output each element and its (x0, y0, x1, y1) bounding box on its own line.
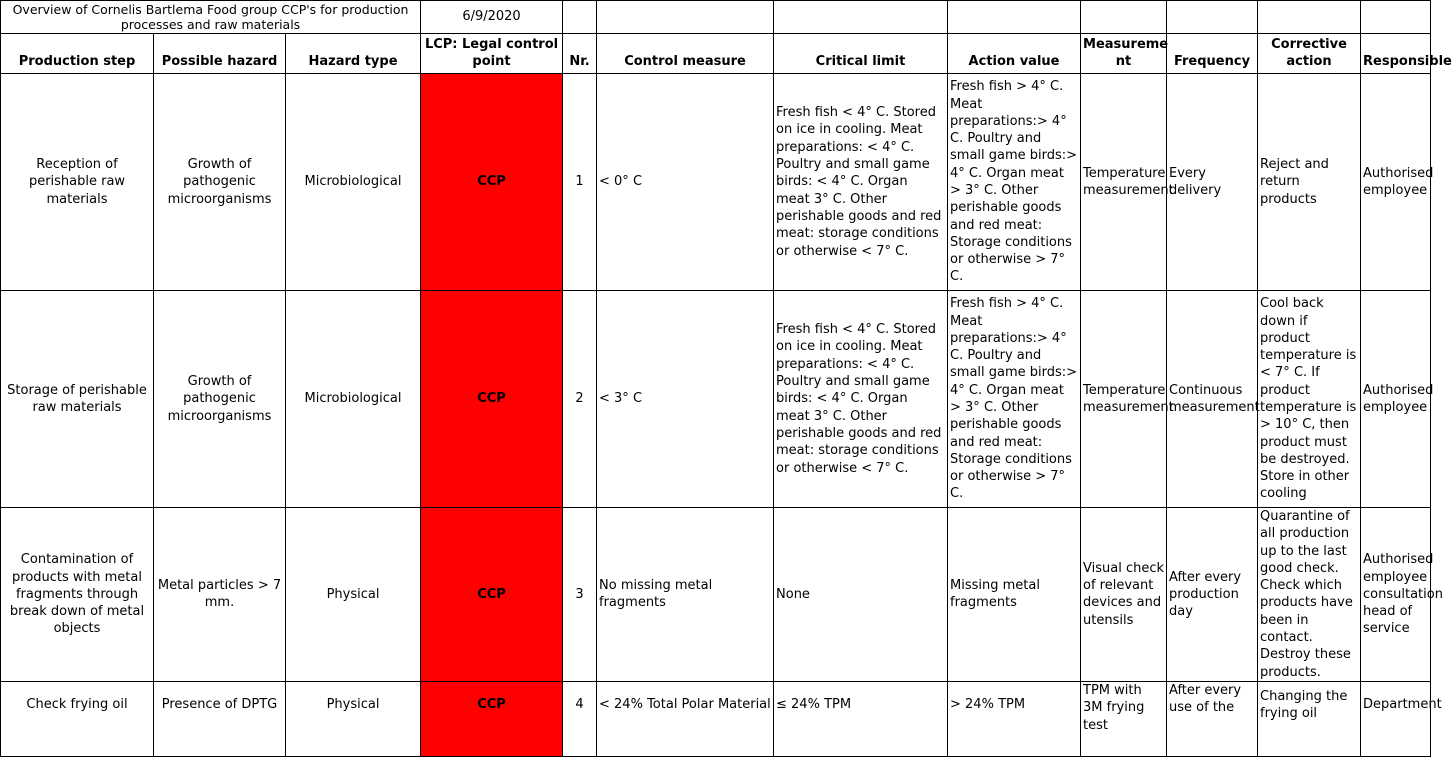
action-value-cell[interactable]: Fresh fish > 4° C. Meat preparations:> 4° C. Poultry and small game birds:> 4° C. Organ meat > 3° C. Other perishable goods and red meat: Storage conditions or otherwise > 7° C. (948, 74, 1081, 291)
header-hazard-type[interactable]: Hazard type (286, 34, 421, 74)
frequency-cell[interactable]: Continuous measurement (1167, 291, 1258, 508)
production-step-cell[interactable]: Contamination of products with metal fragments through break down of metal objects (1, 508, 154, 682)
lcp-cell[interactable]: CCP (421, 508, 563, 682)
sheet-date[interactable]: 6/9/2020 (421, 1, 563, 34)
possible-hazard-cell[interactable]: Metal particles > 7 mm. (154, 508, 286, 682)
frequency-cell[interactable]: After every use of the (1167, 681, 1258, 756)
table-row (1, 681, 1431, 756)
production-step-cell[interactable]: Reception of perishable raw materials (1, 74, 154, 291)
empty-cell[interactable] (1081, 1, 1167, 34)
control-measure-cell[interactable]: < 0° C (597, 74, 774, 291)
nr-cell[interactable]: 2 (563, 291, 597, 508)
corrective-action-cell[interactable]: Reject and return products (1258, 74, 1361, 291)
table-row (1, 291, 1431, 508)
hazard-type-cell[interactable]: Physical (286, 508, 421, 682)
measurement-cell[interactable]: TPM with 3M frying test (1081, 681, 1167, 756)
critical-limit-cell[interactable]: None (774, 508, 948, 682)
table-row (1, 74, 1431, 291)
possible-hazard-cell[interactable]: Presence of DPTG (154, 681, 286, 756)
corrective-action-cell[interactable]: Cool back down if product temperature is < 7° C. If product temperature is > 10° C, then product must be destroyed. Store in other cooling (1258, 291, 1361, 508)
critical-limit-cell[interactable]: ≤ 24% TPM (774, 681, 948, 756)
action-value-cell[interactable]: Missing metal fragments (948, 508, 1081, 682)
empty-cell[interactable] (563, 1, 597, 34)
sheet-title[interactable]: Overview of Cornelis Bartlema Food group CCP's for production processes and raw materials (1, 1, 421, 34)
header-nr[interactable]: Nr. (563, 34, 597, 74)
frequency-cell[interactable]: After every production day (1167, 508, 1258, 682)
action-value-cell[interactable]: Fresh fish > 4° C. Meat preparations:> 4° C. Poultry and small game birds:> 4° C. Organ meat > 3° C. Other perishable goods and red meat: Storage conditions or otherwise > 7° C. (948, 291, 1081, 508)
header-row (1, 34, 1431, 74)
corrective-action-cell[interactable]: Quarantine of all production up to the last good check. Check which products have been in contact. Destroy these products. (1258, 508, 1361, 682)
lcp-cell[interactable]: CCP (421, 291, 563, 508)
responsible-cell[interactable]: Department (1361, 681, 1431, 756)
title-row (1, 1, 1431, 34)
responsible-cell[interactable]: Authorised employee consultation head of service (1361, 508, 1431, 682)
empty-cell[interactable] (597, 1, 774, 34)
header-responsible[interactable]: Responsible (1361, 34, 1431, 74)
empty-cell[interactable] (948, 1, 1081, 34)
header-possible-hazard[interactable]: Possible hazard (154, 34, 286, 74)
frequency-cell[interactable]: Every delivery (1167, 74, 1258, 291)
control-measure-cell[interactable]: No missing metal fragments (597, 508, 774, 682)
hazard-type-cell[interactable]: Physical (286, 681, 421, 756)
nr-cell[interactable]: 3 (563, 508, 597, 682)
lcp-cell[interactable]: CCP (421, 74, 563, 291)
header-action-value[interactable]: Action value (948, 34, 1081, 74)
header-production-step[interactable]: Production step (1, 34, 154, 74)
hazard-type-cell[interactable]: Microbiological (286, 74, 421, 291)
header-measurement[interactable]: Measureme nt (1081, 34, 1167, 74)
empty-cell[interactable] (1361, 1, 1431, 34)
responsible-cell[interactable]: Authorised employee (1361, 74, 1431, 291)
critical-limit-cell[interactable]: Fresh fish < 4° C. Stored on ice in cooling. Meat preparations: < 4° C. Poultry and small game birds: < 4° C. Organ meat 3° C. Other perishable goods and red meat: storage conditions or otherwise < 7° C. (774, 291, 948, 508)
hazard-type-cell[interactable]: Microbiological (286, 291, 421, 508)
measurement-cell[interactable]: Temperature measurement (1081, 74, 1167, 291)
header-corrective-action[interactable]: Corrective action (1258, 34, 1361, 74)
nr-cell[interactable]: 1 (563, 74, 597, 291)
empty-cell[interactable] (1167, 1, 1258, 34)
critical-limit-cell[interactable]: Fresh fish < 4° C. Stored on ice in cooling. Meat preparations: < 4° C. Poultry and small game birds: < 4° C. Organ meat 3° C. Other perishable goods and red meat: storage conditions or otherwise < 7° C. (774, 74, 948, 291)
empty-cell[interactable] (774, 1, 948, 34)
production-step-cell[interactable]: Storage of perishable raw materials (1, 291, 154, 508)
measurement-cell[interactable]: Visual check of relevant devices and utensils (1081, 508, 1167, 682)
empty-cell[interactable] (1258, 1, 1361, 34)
possible-hazard-cell[interactable]: Growth of pathogenic microorganisms (154, 291, 286, 508)
nr-cell[interactable]: 4 (563, 681, 597, 756)
measurement-cell[interactable]: Temperature measurement (1081, 291, 1167, 508)
possible-hazard-cell[interactable]: Growth of pathogenic microorganisms (154, 74, 286, 291)
responsible-cell[interactable]: Authorised employee (1361, 291, 1431, 508)
action-value-cell[interactable]: > 24% TPM (948, 681, 1081, 756)
control-measure-cell[interactable]: < 24% Total Polar Material (597, 681, 774, 756)
header-lcp[interactable]: LCP: Legal control point (421, 34, 563, 74)
header-frequency[interactable]: Frequency (1167, 34, 1258, 74)
lcp-cell[interactable]: CCP (421, 681, 563, 756)
header-critical-limit[interactable]: Critical limit (774, 34, 948, 74)
production-step-cell[interactable]: Check frying oil (1, 681, 154, 756)
control-measure-cell[interactable]: < 3° C (597, 291, 774, 508)
header-control-measure[interactable]: Control measure (597, 34, 774, 74)
table-row (1, 508, 1431, 682)
corrective-action-cell[interactable]: Changing the frying oil (1258, 681, 1361, 756)
